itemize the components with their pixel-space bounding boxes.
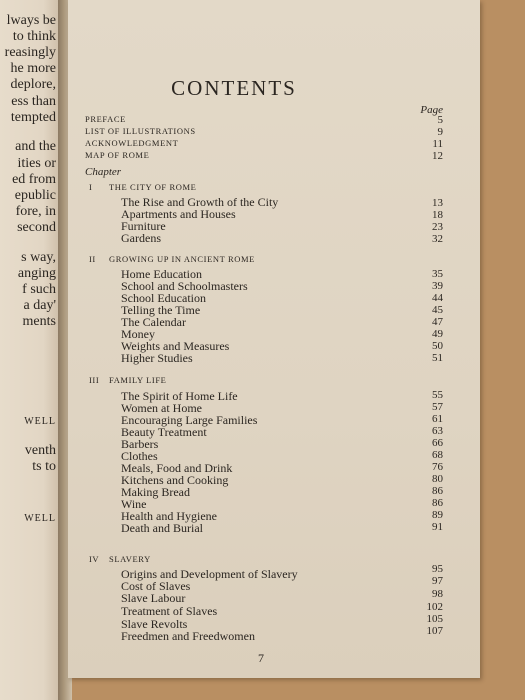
facing-page-line: second — [17, 220, 56, 235]
contents-entry-page: 55 — [432, 389, 443, 401]
facing-page-line: anging — [17, 266, 56, 281]
facing-page-line: ities or — [17, 156, 56, 171]
chapter-title: SLAVERY — [109, 554, 151, 564]
chapter-heading — [89, 554, 151, 564]
contents-entry-page: 35 — [432, 268, 443, 280]
contents-entry: The Spirit of Home Life — [121, 389, 238, 403]
contents-entry: Wine — [121, 497, 147, 511]
contents-entry: Origins and Development of Slavery — [121, 567, 298, 581]
front-matter-page: 12 — [432, 150, 443, 162]
facing-page-line: venth — [24, 443, 56, 458]
page-title: CONTENTS — [171, 76, 297, 100]
contents-entry: The Rise and Growth of the City — [121, 195, 279, 209]
contents-entry-page: 49 — [432, 328, 443, 340]
contents-entry: Clothes — [121, 449, 158, 463]
contents-entry-page: 51 — [432, 352, 443, 364]
contents-entry-page: 47 — [432, 316, 443, 328]
contents-entry: Barbers — [121, 437, 159, 451]
contents-entry-page: 61 — [432, 413, 443, 425]
contents-entry: Death and Burial — [121, 521, 203, 535]
contents-entry-page: 39 — [432, 280, 443, 292]
chapter-numeral: III — [89, 375, 100, 385]
contents-entry: Home Education — [121, 267, 202, 281]
facing-page-line: he more — [10, 61, 56, 76]
facing-page-line: a day' — [23, 298, 56, 313]
contents-entry: Meals, Food and Drink — [121, 461, 233, 475]
contents-entry: Gardens — [121, 231, 161, 245]
contents-entry-page: 86 — [432, 497, 443, 509]
chapter-title: FAMILY LIFE — [109, 375, 167, 385]
contents-entry: Health and Hygiene — [121, 509, 217, 523]
facing-page-line: ts to — [32, 459, 56, 474]
contents-entry: Weights and Measures — [121, 339, 230, 353]
page-column-header: Page — [420, 104, 443, 116]
contents-entry-page: 80 — [432, 473, 443, 485]
chapter-title: THE CITY OF ROME — [109, 182, 197, 192]
facing-page-line: ments — [22, 314, 56, 329]
front-matter-page: 5 — [437, 114, 443, 126]
contents-entry-page: 63 — [432, 425, 443, 437]
contents-entry-page: 68 — [432, 449, 443, 461]
contents-entry: Beauty Treatment — [121, 425, 207, 439]
facing-page-line: deplore, — [10, 77, 56, 92]
facing-page-line: and the — [15, 139, 56, 154]
contents-entry-page: 107 — [426, 625, 443, 637]
facing-page-line: WELL — [24, 416, 56, 427]
contents-entry-page: 18 — [432, 209, 443, 221]
contents-entry-page: 32 — [432, 233, 443, 245]
contents-entry-page: 102 — [426, 601, 443, 613]
front-matter-label: PREFACE — [85, 114, 126, 124]
contents-entry-page: 95 — [432, 563, 443, 575]
contents-entry-page: 98 — [432, 588, 443, 600]
contents-entry: Furniture — [121, 219, 166, 233]
contents-entry-page: 89 — [432, 509, 443, 521]
facing-page-line: epublic — [14, 188, 56, 203]
chapter-numeral: II — [89, 254, 96, 264]
front-matter-label: LIST OF ILLUSTRATIONS — [85, 126, 196, 136]
contents-entry: Kitchens and Cooking — [121, 473, 229, 487]
facing-page-line: fore, in — [15, 204, 56, 219]
facing-page-line: to think — [12, 29, 56, 44]
contents-entry: The Calendar — [121, 315, 186, 329]
contents-entry-page: 45 — [432, 304, 443, 316]
facing-page — [0, 0, 62, 700]
contents-entry-page: 76 — [432, 461, 443, 473]
chapter-title: GROWING UP IN ANCIENT ROME — [109, 254, 255, 264]
contents-entry-page: 91 — [432, 521, 443, 533]
facing-page-line: lways be — [6, 13, 56, 28]
contents-entry: Encouraging Large Families — [121, 413, 258, 427]
chapter-column-label: Chapter — [85, 166, 122, 178]
contents-entry: Money — [121, 327, 155, 341]
facing-page-line: ess than — [11, 94, 56, 109]
contents-entry: School Education — [121, 291, 206, 305]
facing-page-line: f such — [22, 282, 56, 297]
contents-entry: Women at Home — [121, 401, 203, 415]
contents-entry: Higher Studies — [121, 351, 193, 365]
chapter-numeral: IV — [89, 554, 100, 564]
contents-entry-page: 23 — [432, 221, 443, 233]
contents-entry-page: 13 — [432, 197, 443, 209]
contents-entry: Apartments and Houses — [121, 207, 236, 221]
chapter-heading — [89, 375, 166, 385]
contents-entry: Slave Revolts — [121, 617, 188, 631]
contents-entry: Treatment of Slaves — [121, 604, 218, 618]
contents-entry: Slave Labour — [121, 591, 186, 605]
front-matter-page: 11 — [432, 138, 443, 150]
contents-entry-page: 50 — [432, 340, 443, 352]
contents-entry: Cost of Slaves — [121, 579, 191, 593]
page-number: 7 — [258, 651, 264, 665]
contents-entry-page: 57 — [432, 401, 443, 413]
contents-entry: School and Schoolmasters — [121, 279, 248, 293]
contents-entry: Freedmen and Freedwomen — [121, 629, 255, 643]
contents-entry-page: 44 — [432, 292, 443, 304]
contents-entry-page: 97 — [432, 575, 443, 587]
facing-page-line: s way, — [21, 250, 56, 265]
contents-entry-page: 86 — [432, 485, 443, 497]
contents-entry-page: 66 — [432, 437, 443, 449]
contents-entry: Making Bread — [121, 485, 190, 499]
front-matter-label: ACKNOWLEDGMENT — [85, 138, 179, 148]
facing-page-line: reasingly — [4, 45, 56, 60]
contents-entry: Telling the Time — [121, 303, 201, 317]
front-matter-label: MAP OF ROME — [85, 150, 150, 160]
front-matter-page: 9 — [437, 126, 443, 138]
contents-entry-page: 105 — [426, 613, 443, 625]
facing-page-line: WELL — [24, 513, 56, 524]
chapter-numeral: I — [89, 182, 93, 192]
facing-page-line: tempted — [10, 110, 56, 125]
chapter-heading — [89, 254, 255, 264]
chapter-heading — [89, 182, 196, 192]
facing-page-line: ed from — [12, 172, 56, 187]
